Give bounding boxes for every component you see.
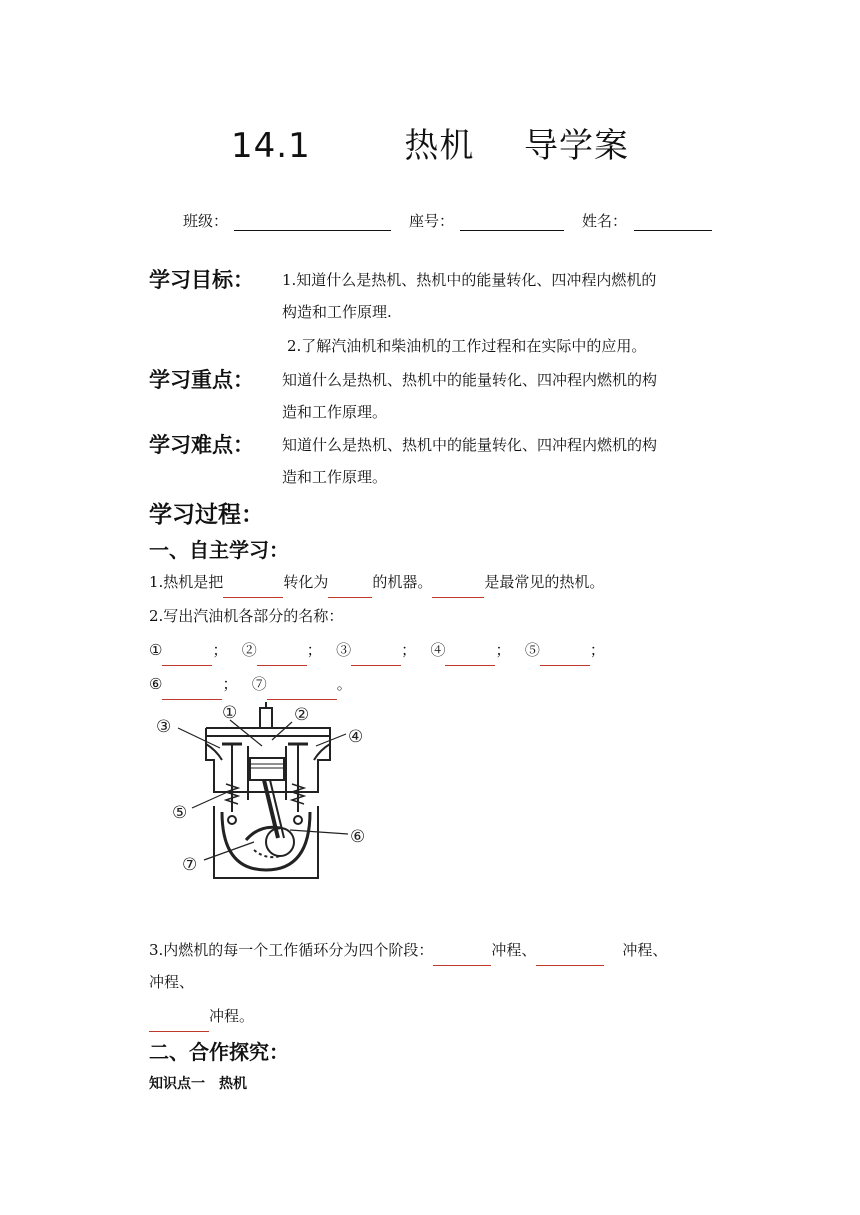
diagram-label-3: ③ bbox=[156, 717, 172, 737]
page-title bbox=[0, 118, 860, 167]
title-number: 14.1 bbox=[231, 126, 311, 166]
name-label: 姓名： bbox=[582, 212, 628, 230]
title-type: 导学案 bbox=[523, 126, 629, 166]
key-points-heading: 学习重点： bbox=[149, 368, 254, 392]
diagram-label-2: ② bbox=[294, 705, 310, 725]
part-2-blank[interactable] bbox=[257, 649, 307, 666]
seat-field[interactable] bbox=[460, 214, 564, 231]
objective-2: 2.了解汽油机和柴油机的工作过程和在实际中的应用。 bbox=[287, 337, 647, 355]
diagram-label-5: ⑤ bbox=[172, 803, 188, 823]
question-2-row-2: ⑥ ； ⑦ 。 bbox=[149, 668, 352, 700]
objective-1-line1: 1.知道什么是热机、热机中的能量转化、四冲程内燃机的 bbox=[282, 271, 657, 289]
question-3-line1: 3.内燃机的每一个工作循环分为四个阶段： 冲程、 冲程、 bbox=[149, 934, 715, 966]
class-label: 班级： bbox=[183, 212, 229, 230]
piston bbox=[250, 758, 284, 780]
question-2-row-1: ① ； ② ； ③ ； ④ ； ⑤ ； bbox=[149, 634, 605, 666]
process-heading: 学习过程： bbox=[149, 502, 264, 528]
self-study-heading: 一、自主学习： bbox=[149, 538, 289, 562]
part-1-blank[interactable] bbox=[162, 649, 212, 666]
diagram-label-7: ⑦ bbox=[182, 855, 198, 875]
part-4-blank[interactable] bbox=[445, 649, 495, 666]
key-points-line1: 知道什么是热机、热机中的能量转化、四冲程内燃机的构 bbox=[282, 371, 658, 389]
q3-blank-3[interactable] bbox=[149, 1015, 209, 1032]
q1-blank-3[interactable] bbox=[432, 581, 484, 598]
objectives-heading: 学习目标： bbox=[149, 268, 254, 292]
part-6-blank[interactable] bbox=[162, 683, 222, 700]
name-field[interactable] bbox=[634, 214, 712, 231]
class-field[interactable] bbox=[234, 214, 391, 231]
diagram-label-4: ④ bbox=[348, 727, 364, 747]
key-points-line2: 造和工作原理。 bbox=[282, 403, 388, 421]
difficulties-heading: 学习难点： bbox=[149, 433, 254, 457]
diagram-label-1: ① bbox=[222, 703, 238, 723]
part-7-blank[interactable] bbox=[267, 683, 337, 700]
part-5-blank[interactable] bbox=[540, 649, 590, 666]
q1-blank-1[interactable] bbox=[223, 581, 283, 598]
question-3-line3: 冲程。 bbox=[149, 1000, 254, 1032]
seat-label: 座号： bbox=[409, 212, 455, 230]
question-1: 1.热机是把 转化为 的机器。 是最常见的热机。 bbox=[149, 566, 604, 598]
objective-1-line2: 构造和工作原理. bbox=[282, 303, 392, 321]
q3-blank-1[interactable] bbox=[433, 949, 491, 966]
question-3-line2: 冲程、 bbox=[149, 973, 195, 991]
question-2: 2.写出汽油机各部分的名称： bbox=[149, 607, 344, 625]
part-3-blank[interactable] bbox=[351, 649, 401, 666]
diagram-label-6: ⑥ bbox=[350, 827, 366, 847]
q1-blank-2[interactable] bbox=[328, 581, 372, 598]
gasoline-engine-diagram bbox=[150, 700, 385, 885]
spark-plug bbox=[260, 708, 272, 728]
cooperative-heading: 二、合作探究： bbox=[149, 1040, 289, 1064]
crankshaft bbox=[266, 828, 294, 856]
q3-blank-2[interactable] bbox=[536, 949, 604, 966]
title-name: 热机 bbox=[404, 126, 475, 166]
difficulties-line1: 知道什么是热机、热机中的能量转化、四冲程内燃机的构 bbox=[282, 436, 658, 454]
difficulties-line2: 造和工作原理。 bbox=[282, 468, 388, 486]
knowledge-point-1: 知识点一 热机 bbox=[149, 1076, 247, 1092]
